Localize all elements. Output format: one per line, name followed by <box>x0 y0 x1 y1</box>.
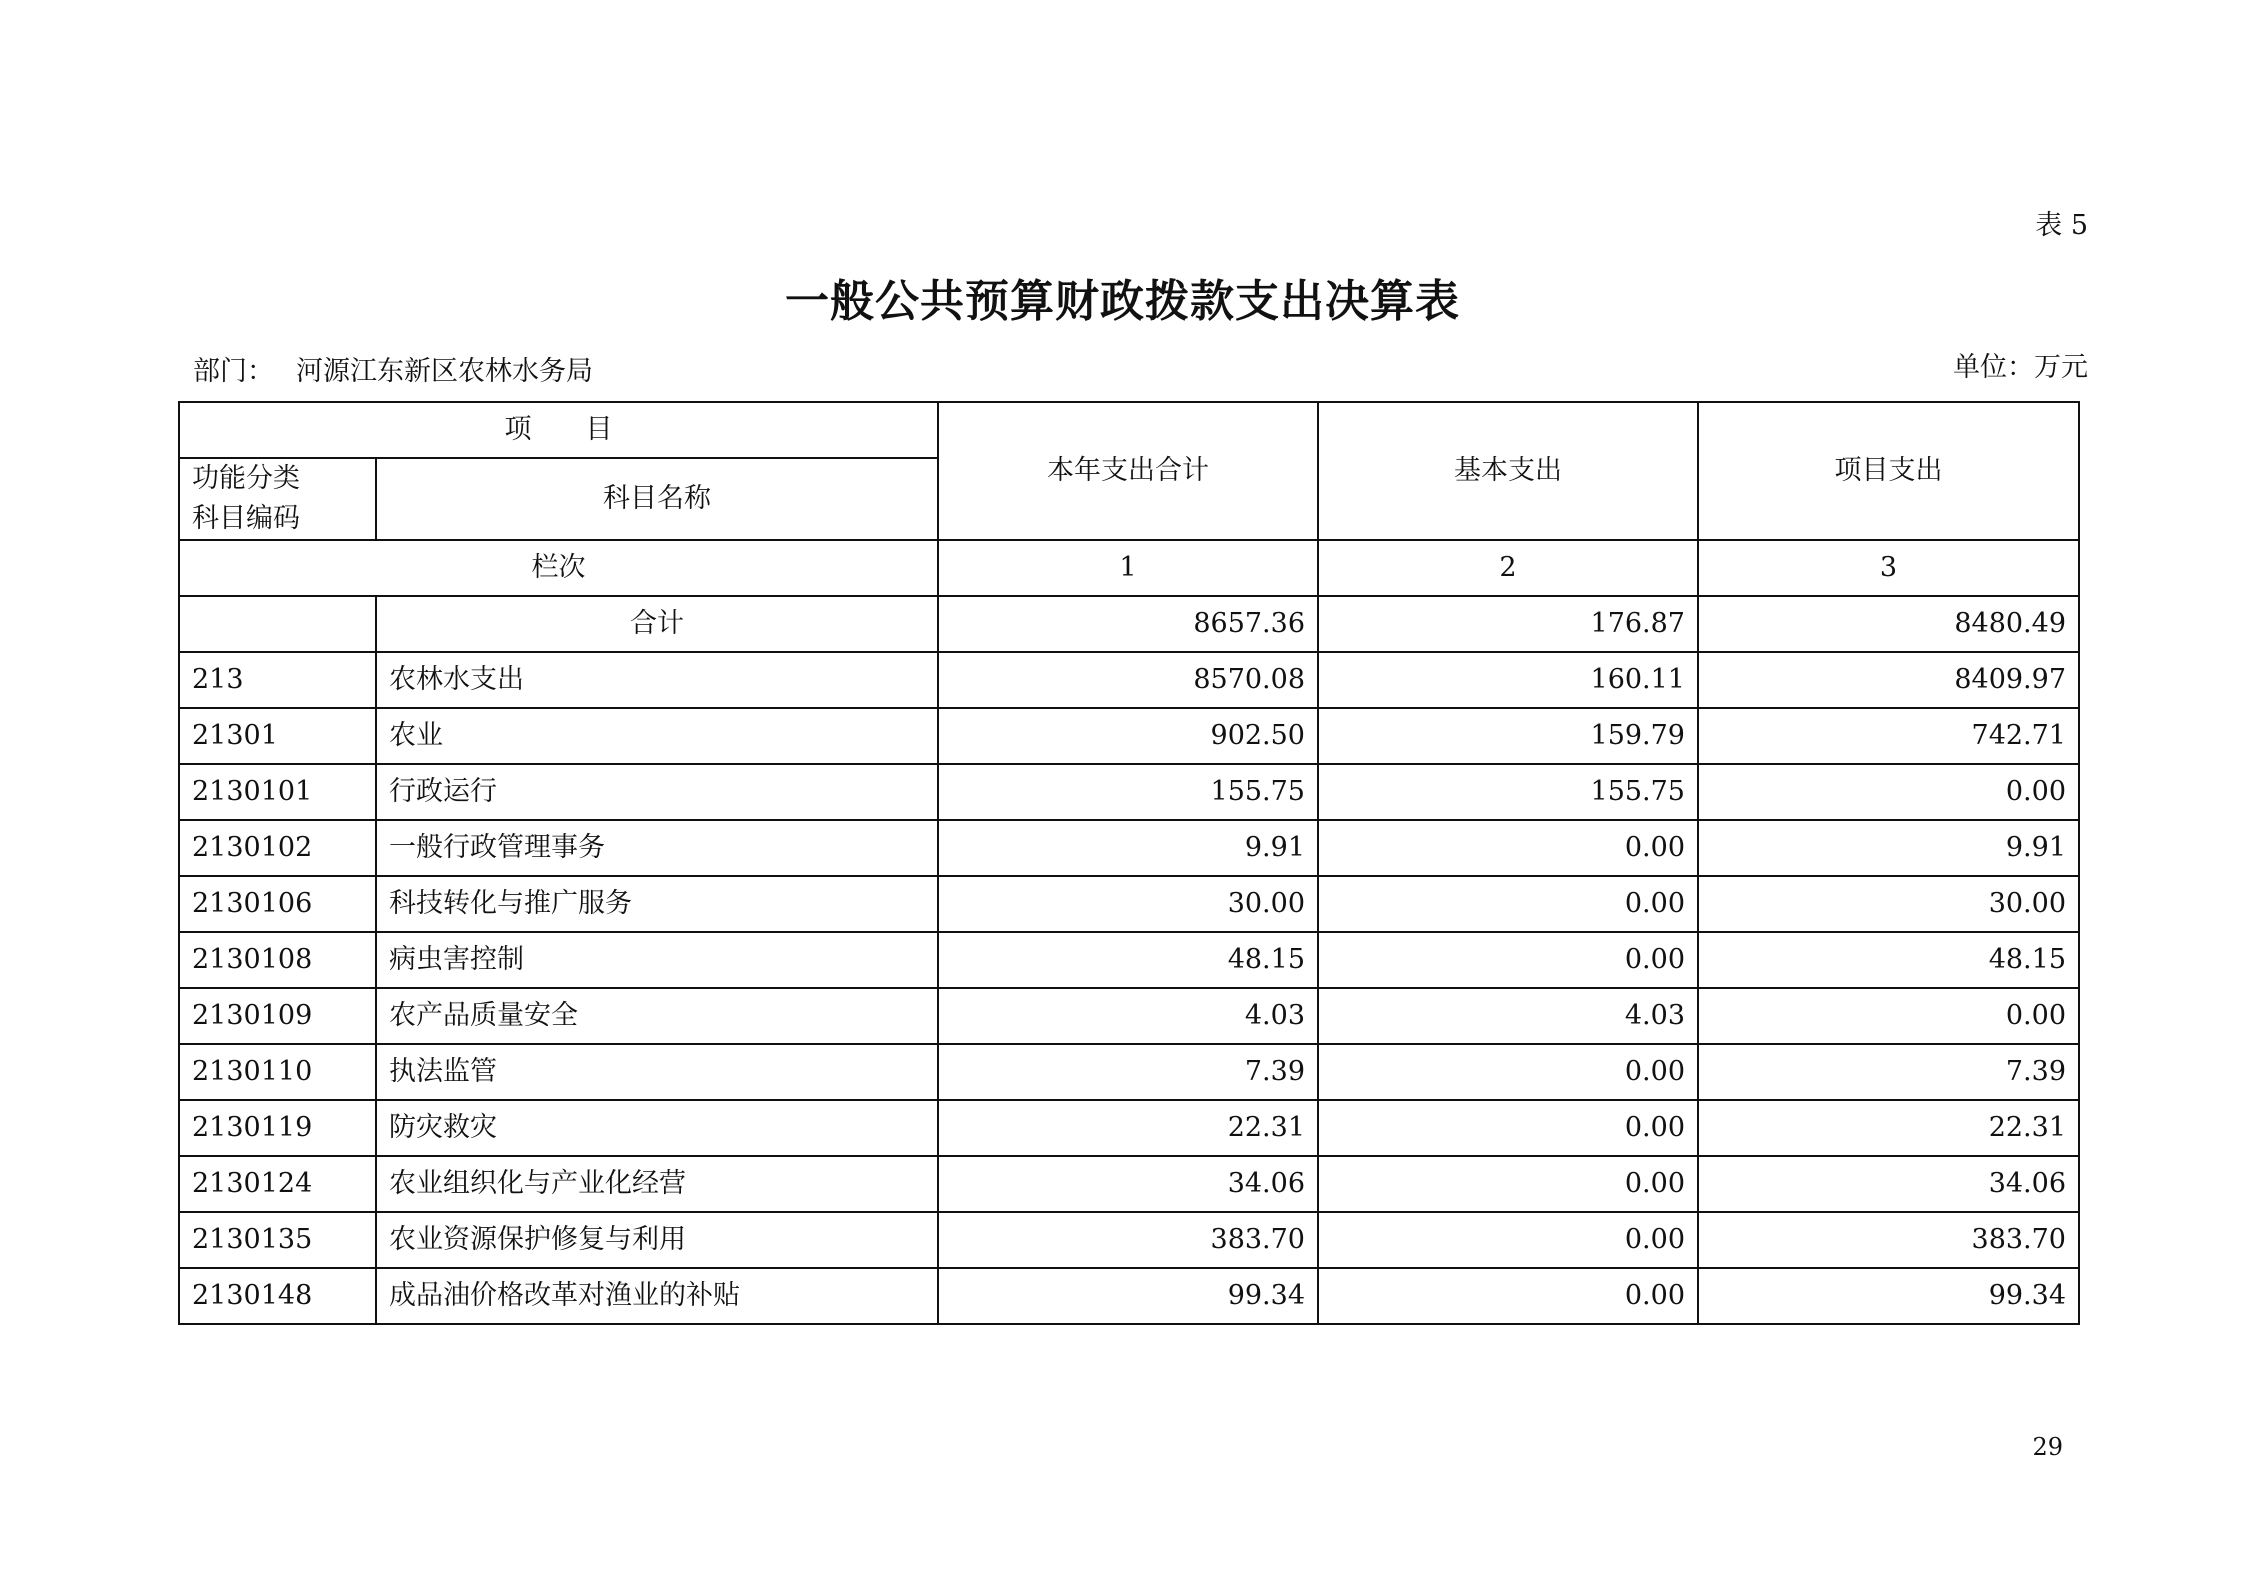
basic-expenditure: 0.00 <box>1318 932 1698 988</box>
header-basic-expenditure: 基本支出 <box>1318 402 1698 540</box>
total-expenditure: 4.03 <box>938 988 1318 1044</box>
subject-name: 一般行政管理事务 <box>376 820 938 876</box>
expenditure-table <box>178 401 2080 1325</box>
subject-name: 农产品质量安全 <box>376 988 938 1044</box>
subject-code: 21301 <box>179 708 376 764</box>
table-row <box>179 1212 2079 1268</box>
basic-expenditure: 160.11 <box>1318 652 1698 708</box>
department-value: 河源江东新区农林水务局 <box>296 356 593 387</box>
table-row <box>179 1268 2079 1324</box>
basic-expenditure: 0.00 <box>1318 820 1698 876</box>
subject-code: 2130124 <box>179 1156 376 1212</box>
project-expenditure: 9.91 <box>1698 820 2079 876</box>
header-subject-name: 科目名称 <box>376 458 938 540</box>
column-number-label: 栏次 <box>179 540 938 596</box>
project-expenditure: 48.15 <box>1698 932 2079 988</box>
subject-name: 病虫害控制 <box>376 932 938 988</box>
basic-expenditure: 0.00 <box>1318 1044 1698 1100</box>
subject-name: 成品油价格改革对渔业的补贴 <box>376 1268 938 1324</box>
project-expenditure: 0.00 <box>1698 764 2079 820</box>
basic-expenditure: 0.00 <box>1318 1212 1698 1268</box>
basic-expenditure: 159.79 <box>1318 708 1698 764</box>
table-row <box>179 876 2079 932</box>
header-item: 项 目 <box>179 402 938 458</box>
total-expenditure: 34.06 <box>938 1156 1318 1212</box>
subject-code: 2130106 <box>179 876 376 932</box>
project-expenditure: 30.00 <box>1698 876 2079 932</box>
subject-code: 2130110 <box>179 1044 376 1100</box>
table-row <box>179 1156 2079 1212</box>
subject-name: 防灾救灾 <box>376 1100 938 1156</box>
basic-expenditure: 0.00 <box>1318 1268 1698 1324</box>
subject-name: 农业组织化与产业化经营 <box>376 1156 938 1212</box>
table-row <box>179 764 2079 820</box>
basic-expenditure: 155.75 <box>1318 764 1698 820</box>
table-row <box>179 932 2079 988</box>
total-expenditure: 155.75 <box>938 764 1318 820</box>
total-code <box>179 596 376 652</box>
subject-name: 行政运行 <box>376 764 938 820</box>
basic-expenditure: 0.00 <box>1318 876 1698 932</box>
subject-code: 2130119 <box>179 1100 376 1156</box>
project-expenditure: 8409.97 <box>1698 652 2079 708</box>
table-number: 表 5 <box>2035 210 2088 241</box>
project-expenditure: 22.31 <box>1698 1100 2079 1156</box>
basic-expenditure: 0.00 <box>1318 1156 1698 1212</box>
subject-code: 2130148 <box>179 1268 376 1324</box>
total-total: 8657.36 <box>938 596 1318 652</box>
column-number-row <box>179 540 2079 596</box>
header-row-top <box>179 402 2079 458</box>
table-row <box>179 988 2079 1044</box>
subject-code: 2130135 <box>179 1212 376 1268</box>
table-row <box>179 652 2079 708</box>
subject-code: 2130109 <box>179 988 376 1044</box>
table-row <box>179 820 2079 876</box>
column-number-1: 1 <box>938 540 1318 596</box>
document-title: 一般公共预算财政拨款支出决算表 <box>785 276 1460 327</box>
page-number: 29 <box>2032 1433 2063 1461</box>
project-expenditure: 99.34 <box>1698 1268 2079 1324</box>
department-label: 部门： <box>193 356 274 387</box>
total-label: 合计 <box>376 596 938 652</box>
total-expenditure: 7.39 <box>938 1044 1318 1100</box>
table-row <box>179 708 2079 764</box>
unit-label: 单位：万元 <box>1953 352 2088 383</box>
basic-expenditure: 4.03 <box>1318 988 1698 1044</box>
total-expenditure: 30.00 <box>938 876 1318 932</box>
table-row <box>179 1100 2079 1156</box>
header-function-code <box>179 458 376 540</box>
project-expenditure: 0.00 <box>1698 988 2079 1044</box>
basic-expenditure: 0.00 <box>1318 1100 1698 1156</box>
header-project-expenditure: 项目支出 <box>1698 402 2079 540</box>
subject-name: 执法监管 <box>376 1044 938 1100</box>
total-expenditure: 8570.08 <box>938 652 1318 708</box>
total-expenditure: 383.70 <box>938 1212 1318 1268</box>
total-expenditure: 48.15 <box>938 932 1318 988</box>
column-number-2: 2 <box>1318 540 1698 596</box>
project-expenditure: 742.71 <box>1698 708 2079 764</box>
column-number-3: 3 <box>1698 540 2079 596</box>
total-expenditure: 22.31 <box>938 1100 1318 1156</box>
project-expenditure: 383.70 <box>1698 1212 2079 1268</box>
subject-code: 2130101 <box>179 764 376 820</box>
subject-code: 2130102 <box>179 820 376 876</box>
department-line <box>193 352 593 392</box>
total-expenditure: 9.91 <box>938 820 1318 876</box>
subject-code: 213 <box>179 652 376 708</box>
subject-name: 农林水支出 <box>376 652 938 708</box>
subject-name: 科技转化与推广服务 <box>376 876 938 932</box>
header-code-line2: 科目编码 <box>192 503 300 534</box>
project-expenditure: 34.06 <box>1698 1156 2079 1212</box>
subject-name: 农业资源保护修复与利用 <box>376 1212 938 1268</box>
header-code-line1: 功能分类 <box>192 463 300 494</box>
header-total-expenditure: 本年支出合计 <box>938 402 1318 540</box>
table-row <box>179 1044 2079 1100</box>
total-row <box>179 596 2079 652</box>
total-expenditure: 99.34 <box>938 1268 1318 1324</box>
subject-code: 2130108 <box>179 932 376 988</box>
total-expenditure: 902.50 <box>938 708 1318 764</box>
project-expenditure: 7.39 <box>1698 1044 2079 1100</box>
total-project: 8480.49 <box>1698 596 2079 652</box>
subject-name: 农业 <box>376 708 938 764</box>
total-basic: 176.87 <box>1318 596 1698 652</box>
